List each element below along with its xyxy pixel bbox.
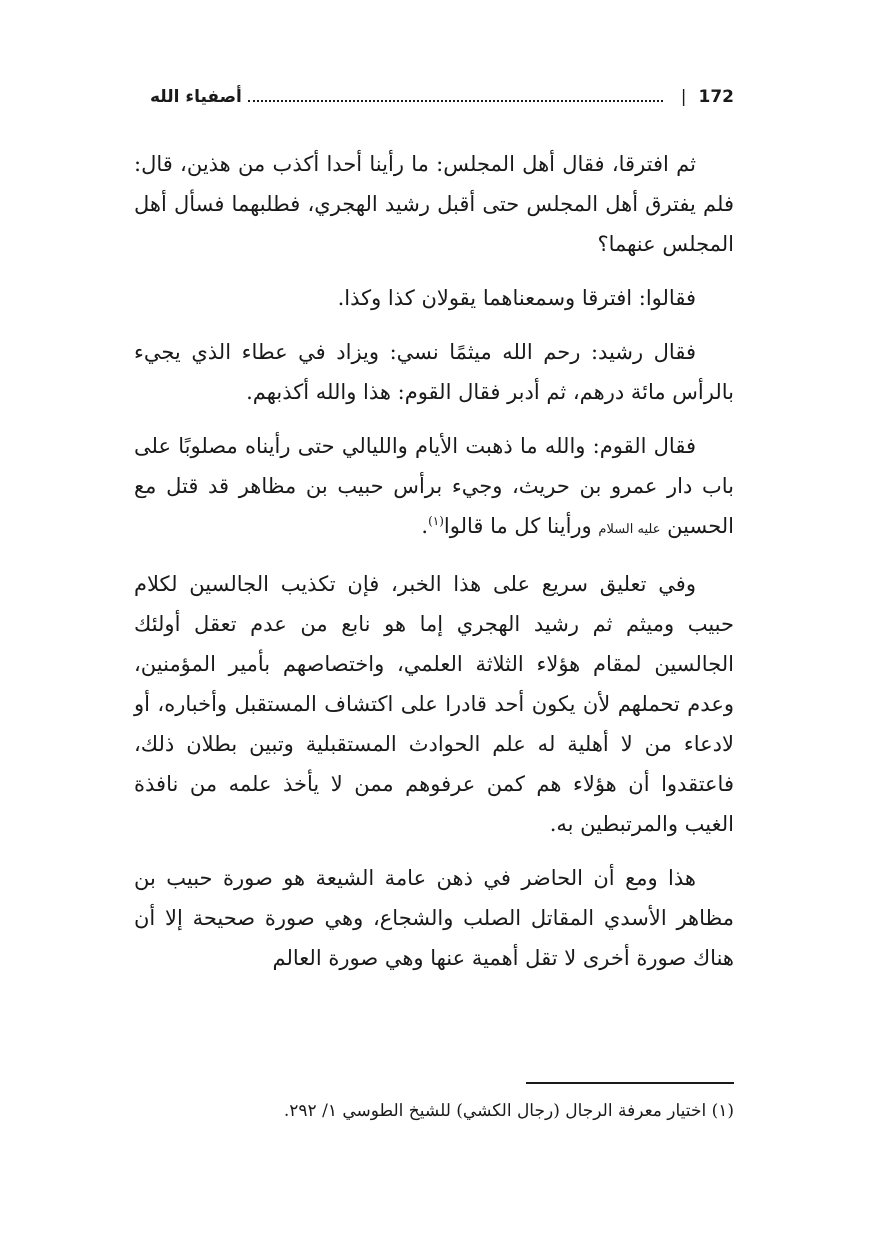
page-number: 172 <box>698 87 734 107</box>
paragraph-text: فقال القوم: والله ما ذهبت الأيام والليالي حتى رأيناه مصلوبًا على باب دار عمرو بن حريث، وجيء برأس حبيب بن مظاهر قد قتل مع الحسين <box>134 434 734 538</box>
footnote-reference[interactable]: (١) <box>428 514 444 528</box>
paragraph: ثم افترقا، فقال أهل المجلس: ما رأينا أحدا أكذب من هذين، قال: فلم يفترق أهل المجلس حتى أقبل رشيد الهجري، فطلبهما فسأل أهل المجلس عنهما؟ <box>134 152 734 256</box>
running-header <box>150 82 734 112</box>
paragraph: فقال رشيد: رحم الله ميثمًا نسي: ويزاد في عطاء الذي يجيء بالرأس مائة درهم، ثم أدبر فقال القوم: هذا والله أكذبهم. <box>134 340 734 404</box>
paragraph: وفي تعليق سريع على هذا الخبر، فإن تكذيب الجالسين لكلام حبيب وميثم ثم رشيد الهجري إما هو نابع من عدم تعقل أولئك الجالسين لمقام هؤلاء الثلاثة العلمي، واختصاصهم بأمير المؤمنين، وعدم تحملهم لأن يكون أحد قادرا على اكتشاف المستقبل وأخباره، أو لادعاء من لا أهلية له علم الحوادث المستقبلية وتبين بطلان ذلك، فاعتقدوا أن هؤلاء هم كمن عرفوهم ممن لا يأخذ علمه من نافذة الغيب والمرتبطين به. <box>134 572 734 836</box>
footnote-divider <box>526 1082 734 1084</box>
header-dotted-leader <box>248 100 663 102</box>
header-separator: | <box>680 87 687 107</box>
body-text <box>134 144 734 992</box>
footnote: (١) اختيار معرفة الرجال (رجال الكشي) للشيخ الطوسي ١/ ٢٩٢. <box>283 1101 734 1121</box>
paragraph <box>134 426 734 550</box>
book-title: أصفياء الله <box>150 87 242 107</box>
paragraph: فقالوا: افترقا وسمعناهما يقولان كذا وكذا. <box>337 286 696 310</box>
paragraph: هذا ومع أن الحاضر في ذهن عامة الشيعة هو صورة حبيب بن مظاهر الأسدي المقاتل الصلب والشجاع، وهي صورة صحيحة إلا أن هناك صورة أخرى لا تقل أهمية عنها وهي صورة العالم <box>134 866 734 970</box>
paragraph-text: ورأينا كل ما قالوا <box>443 514 592 538</box>
honorific-glyph: عليه السلام <box>598 522 661 537</box>
paragraph-text: . <box>421 514 429 538</box>
